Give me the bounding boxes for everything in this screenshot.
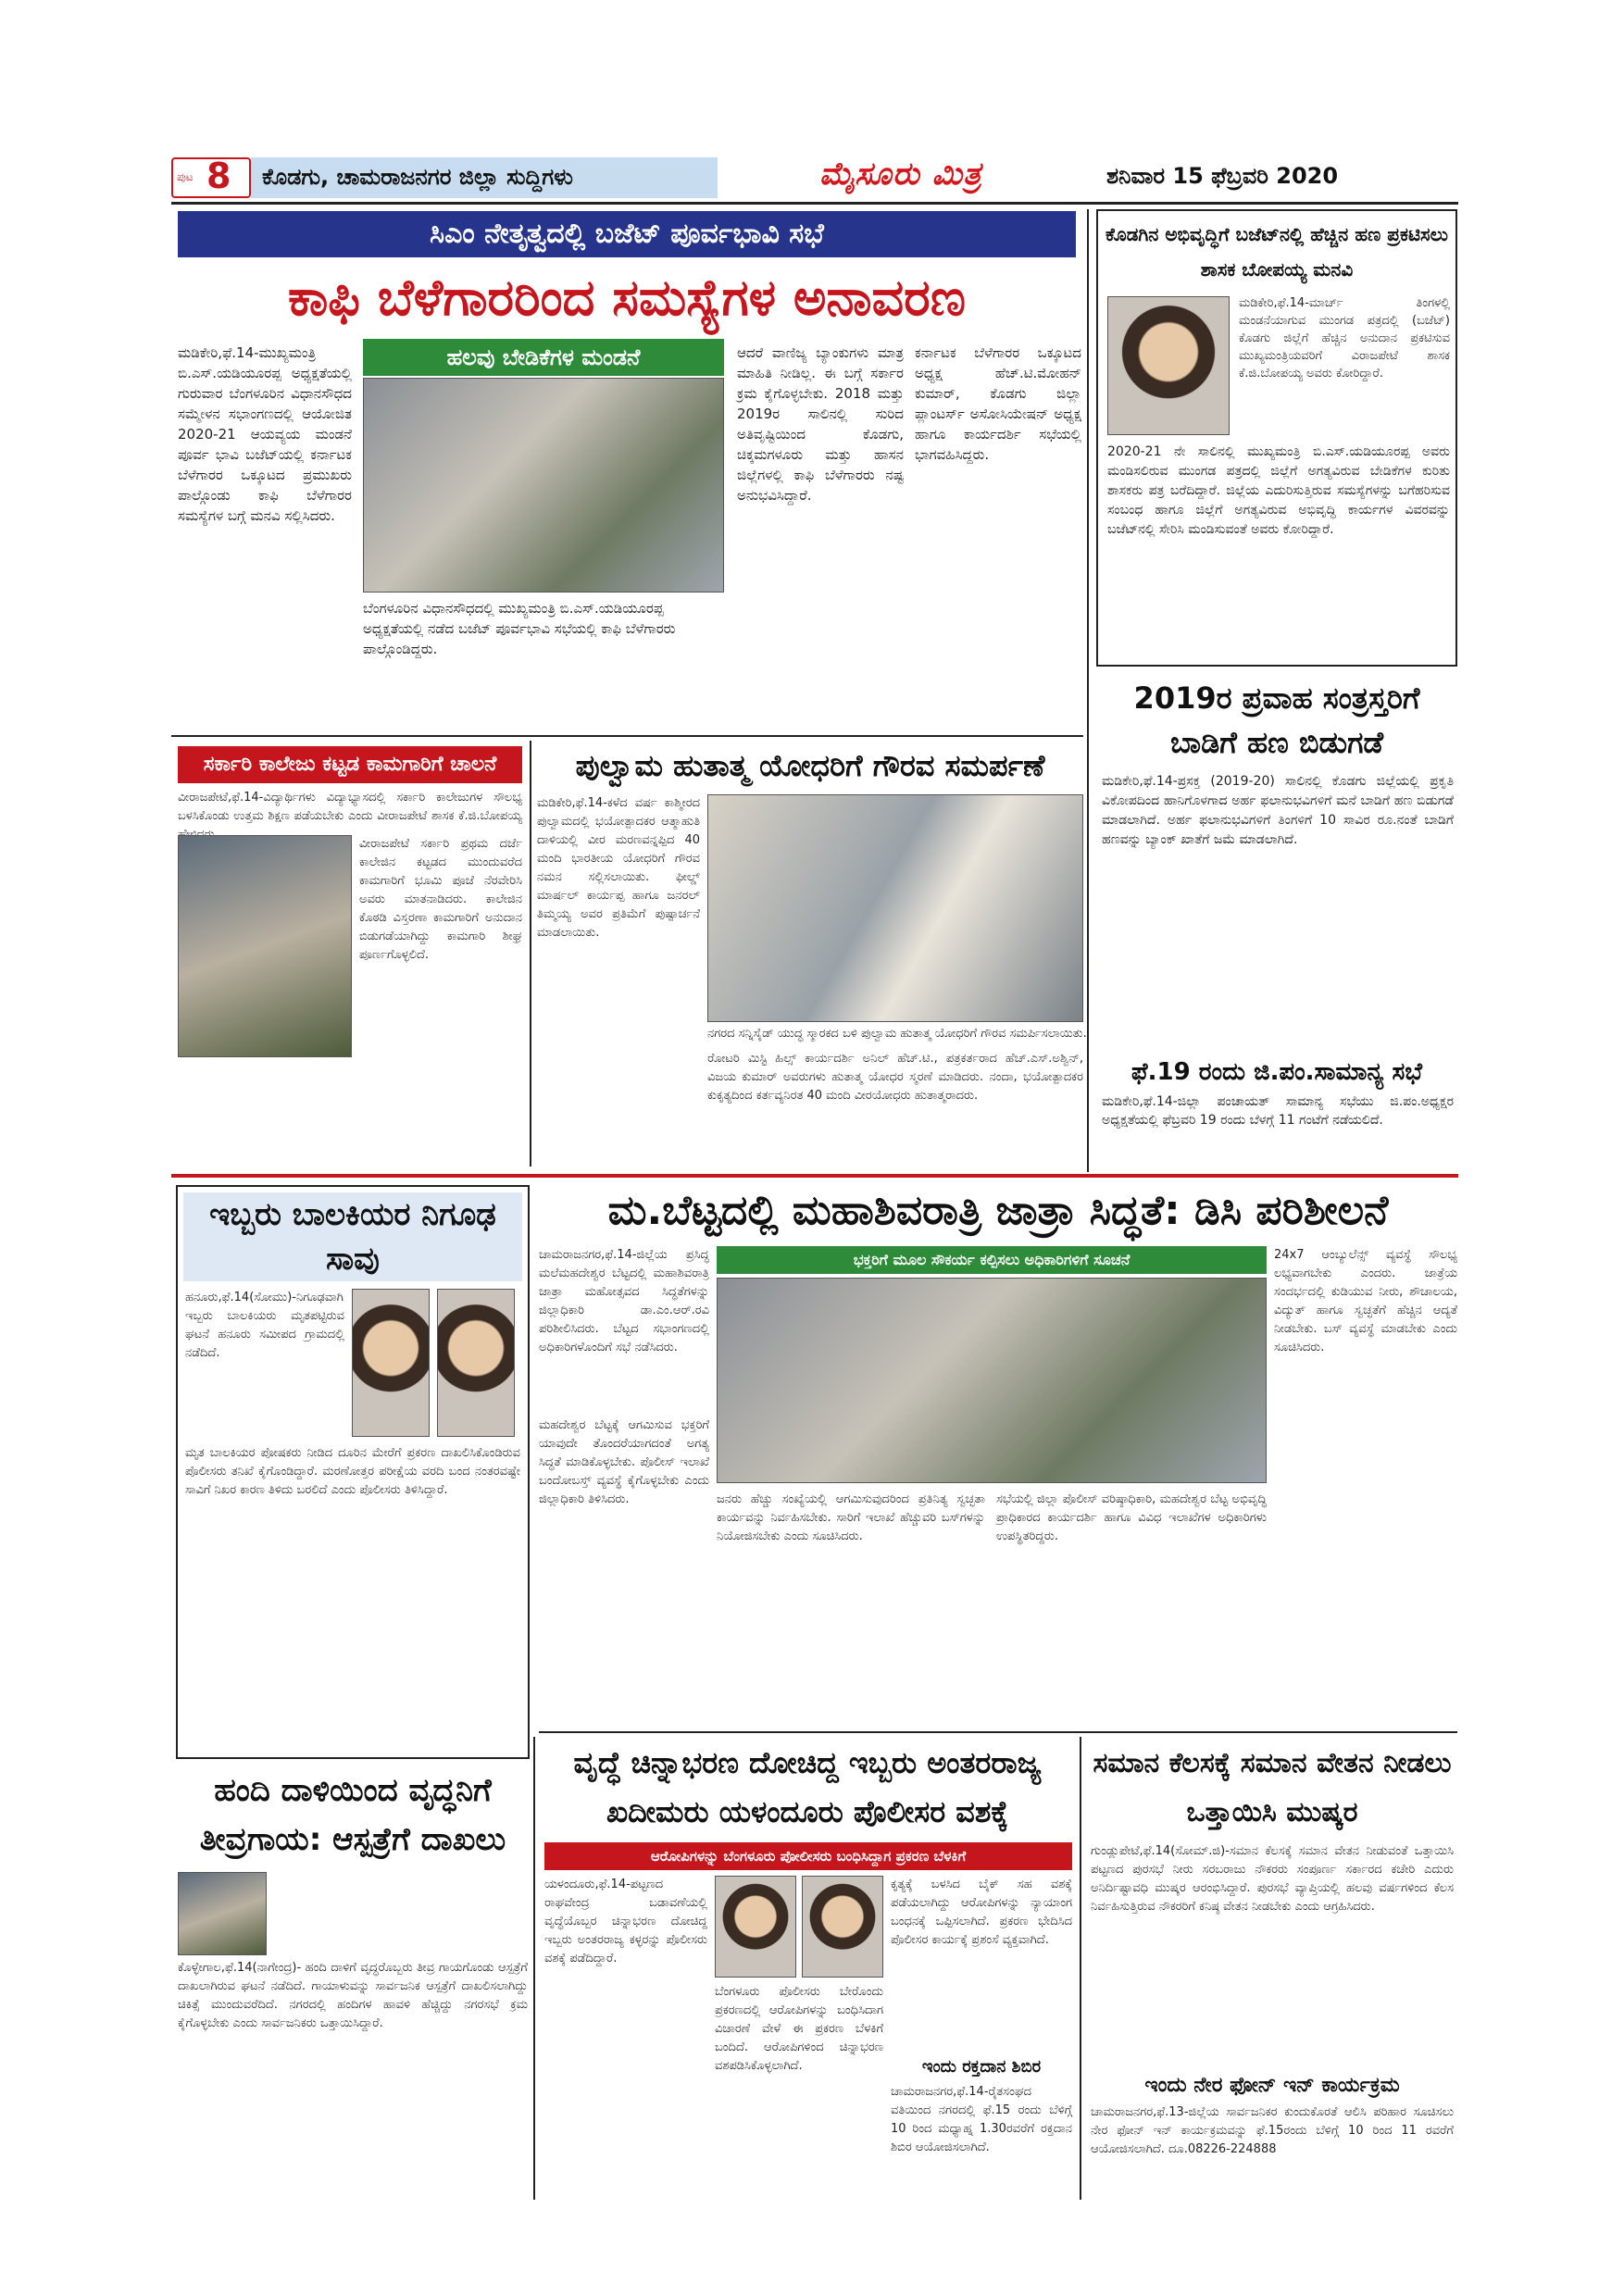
issue-date: ಶನಿವಾರ 15 ಫೆಬ್ರವರಿ 2020 (1106, 163, 1339, 189)
lead-headline: ಕಾಫಿ ಬೆಳೆಗಾರರಿಂದ ಸಮಸ್ಯೆಗಳ ಅನಾವರಣ (287, 268, 967, 327)
injured-elder-photo (178, 1872, 267, 1955)
children-body: ಮೃತ ಬಾಲಕಿಯರ ಪೋಷಕರು ನೀಡಿದ ದೂರಿನ ಮೇರೆಗೆ ಪ್ರಕರಣ ದಾಖಲಿಸಿಕೊಂಡಿರುವ ಪೊಲೀಸರು ತನಿಖೆ ಕೈಗೊಂಡಿದ್ದಾರೆ. ಮರಣೋತ್ತರ ಪರೀಕ್ಷೆಯ ವರದಿ ಬಂದ ನಂತರವಷ್ಟೇ ಸಾವಿಗೆ ನಿಖರ ಕಾರಣ ತಿಳಿದು ಬರಲಿದೆ ಎಂದು ಪೊಲೀಸರು ತಿಳಿಸಿದ್ದಾರೆ. (185, 1446, 520, 1497)
pulwama-body-2: ರೋಟರಿ ಮಿಸ್ಟಿ ಹಿಲ್ಸ್ ಕಾರ್ಯದರ್ಶಿ ಅನಿಲ್ ಹೆಚ್.ಟಿ., ಪತ್ರಕರ್ತರಾದ ಹೆಚ್.ಎಸ್.ಅಶ್ವಿನ್, ವಿಜಯ ಕುಮಾರ್ ಅವರುಗಳು ಹುತಾತ್ಮ ಯೋಧರ ಸ್ಮರಣೆ ಮಾಡಿದರು. ನಂದಾ, ಭಯೋತ್ಪಾದಕರ ಕುಕೃತ್ಯದಿಂದ ಕರ್ತವ್ಯನಿರತ 40 ಮಂದಿ ವೀರಯೋಧರು ಹುತಾತ್ಮರಾದರು. (707, 1052, 1083, 1103)
mla-request-headline: ಕೊಡಗಿನ ಅಭಿವೃದ್ಧಿಗೆ ಬಜೆಟ್‌ನಲ್ಲಿ ಹೆಚ್ಚಿನ ಹಣ ಪ್ರಕಟಿಸಲು ಶಾಸಕ ಬೋಪಯ್ಯ ಮನವಿ (1106, 223, 1448, 281)
page-number-badge (171, 157, 251, 198)
pulwama-photo-caption: ನಗರದ ಸನ್ನಿಸೈಡ್ ಯುದ್ಧ ಸ್ಮಾರಕದ ಬಳಿ ಪುಲ್ವಾಮ ಹುತಾತ್ಮ ಯೋಧರಿಗೆ ಗೌರವ ಸಮರ್ಪಿಸಲಾಯಿತು. (707, 1027, 1087, 1041)
children-story-box (176, 1185, 530, 1759)
chain-snatch-tag: ಆರೋಪಿಗಳನ್ನು ಬೆಂಗಳೂರು ಪೋಲೀಸರು ಬಂಧಿಸಿದ್ದಾಗ ಪ್ರಕರಣ ಬೆಳಕಿಗೆ (544, 1842, 1072, 1870)
accused-photo-2 (802, 1876, 883, 1978)
pig-attack-body: ಕೊಳ್ಳೇಗಾಲ,ಫೆ.14(ನಾಗೇಂದ್ರ)- ಹಂದಿ ದಾಳಿಗೆ ವೃದ್ಧರೊಬ್ಬರು ತೀವ್ರ ಗಾಯಗೊಂಡು ಆಸ್ಪತ್ರೆಗೆ ದಾಖಲಾಗಿರುವ ಘಟನೆ ನಡೆದಿದೆ. ಗಾಯಾಳುವನ್ನು ಸಾರ್ವಜನಿಕ ಆಸ್ಪತ್ರೆಗೆ ದಾಖಲಿಸಲಾಗಿದ್ದು ಚಿಕಿತ್ಸೆ ಮುಂದುವರೆದಿದೆ. ನಗರದಲ್ಲಿ ಹಂದಿಗಳ ಹಾವಳಿ ಹೆಚ್ಚಿದ್ದು ನಗರಸಭೆ ಕ್ರಮ ಕೈಗೊಳ್ಳಬೇಕು ಎಂದು ಸಾರ್ವಜನಿಕರು ಒತ್ತಾಯಿಸಿದ್ದಾರೆ. (178, 1961, 528, 2030)
mla-request-intro: ಮಡಿಕೇರಿ,ಫೆ.14-ಮಾರ್ಚ್ ತಿಂಗಳಲ್ಲಿ ಮಂಡನೆಯಾಗುವ ಮುಂಗಡ ಪತ್ರದಲ್ಲಿ (ಬಜೆಟ್) ಕೊಡಗು ಜಿಲ್ಲೆಗೆ ಹೆಚ್ಚಿನ ಅನುದಾನ ಪ್ರಕಟಿಸುವ ಮುಖ್ಯಮಂತ್ರಿಯವರಿಗೆ ವಿರಾಜಪೇಟೆ ಶಾಸಕ ಕೆ.ಜಿ.ಬೋಪಯ್ಯ ಅವರು ಕೋರಿದ್ದಾರೆ. (1239, 296, 1450, 381)
children-intro: ಹನೂರು,ಫೆ.14(ಸೋಮು)-ನಿಗೂಢವಾಗಿ ಇಬ್ಬರು ಬಾಲಕಿಯರು ಮೃತಪಟ್ಟಿರುವ ಘಟನೆ ಹನೂರು ಸಮೀಪದ ಗ್ರಾಮದಲ್ಲಿ ನಡೆದಿದೆ. (185, 1291, 344, 1360)
page-number: 8 (206, 156, 231, 196)
mla-request-box (1096, 209, 1457, 667)
pulwama-left-rule (530, 741, 531, 1167)
shivaratri-col-2: 24x7 ಆಂಬ್ಯುಲೆನ್ಸ್ ವ್ಯವಸ್ಥೆ ಸೌಲಭ್ಯ ಲಭ್ಯವಾಗಬೇಕು ಎಂದರು. ಜಾತ್ರೆಯ ಸಂದರ್ಭದಲ್ಲಿ ಕುಡಿಯುವ ನೀರು, ಶೌಚಾಲಯ, ವಿದ್ಯುತ್ ಹಾಗೂ ಸ್ವಚ್ಛತೆಗೆ ಹೆಚ್ಚಿನ ಆದ್ಯತೆ ನೀಡಬೇಕು. ಬಸ್ ವ್ಯವಸ್ಥೆ ಮಾಡಬೇಕು ಎಂದು ಸೂಚಿಸಿದರು. (1274, 1248, 1457, 1354)
equal-pay-body: ಗುಂಡ್ಲುಪೇಟೆ,ಫೆ.14(ಸೋಮ್.ಜಿ)-ಸಮಾನ ಕೆಲಸಕ್ಕೆ ಸಮಾನ ವೇತನ ನೀಡುವಂತೆ ಒತ್ತಾಯಿಸಿ ಪಟ್ಟಣದ ಪುರಸಭೆ ನೀರು ಸರಬರಾಜು ನೌಕರರು ಸಂಪೂರ್ಣ ಸರ್ಕಾರದ ಕಚೇರಿ ಎದುರು ಅನಿರ್ದಿಷ್ಟಾವಧಿ ಮುಷ್ಕರ ಆರಂಭಿಸಿದ್ದಾರೆ. ಪುರಸಭೆ ವ್ಯಾಪ್ತಿಯಲ್ಲಿ ಹಲವು ವರ್ಷಗಳಿಂದ ಕೆಲಸ ನಿರ್ವಹಿಸುತ್ತಿರುವ ನೌಕರರಿಗೆ ಕನಿಷ್ಠ ವೇತನ ನೀಡಬೇಕು ಎಂದು ಆಗ್ರಹಿಸಿದರು. (1091, 1844, 1454, 1914)
mla-request-body: 2020-21 ನೇ ಸಾಲಿನಲ್ಲಿ ಮುಖ್ಯಮಂತ್ರಿ ಬಿ.ಎಸ್.ಯಡಿಯೂರಪ್ಪ ಅವರು ಮಂಡಿಸಲಿರುವ ಮುಂಗಡ ಪತ್ರದಲ್ಲಿ ಜಿಲ್ಲೆಗೆ ಅಗತ್ಯವಿರುವ ಬೇಡಿಕೆಗಳ ಕುರಿತು ಶಾಸಕರು ಪತ್ರ ಬರೆದಿದ್ದಾರೆ. ಜಿಲ್ಲೆಯ ಎದುರಿಸುತ್ತಿರುವ ಸಮಸ್ಯೆಗಳನ್ನು ಬಗೆಹರಿಸುವ ಸಂಬಂಧ ಹಾಗೂ ಜಿಲ್ಲೆಗೆ ಅಗತ್ಯವಿರುವ ಅಭಿವೃದ್ಧಿ ಕಾರ್ಯಗಳ ವಿವರವನ್ನು ಬಜೆಟ್‌ನಲ್ಲಿ ಸೇರಿಸಿ ಮಂಡಿಸುವಂತೆ ಅವರು ಕೋರಿದ್ದಾರೆ. (1107, 444, 1450, 537)
zp-meeting-subhead: ಫೆ.19 ರಂದು ಜಿ.ಪಂ.ಸಾಮಾನ್ಯ ಸಭೆ (1131, 1058, 1423, 1086)
phone-in-body: ಚಾಮರಾಜನಗರ,ಫೆ.13-ಜಿಲ್ಲೆಯ ಸಾರ್ವಜನಿಕರ ಕುಂದುಕೊರತೆ ಆಲಿಸಿ ಪರಿಹಾರ ಸೂಚಿಸಲು ನೇರ ಫೋನ್ ಇನ್ ಕಾರ್ಯಕ್ರಮವನ್ನು ಫೆ.15ರಂದು ಬೆಳಿಗ್ಗೆ 10 ರಿಂದ 11 ರವರೆಗೆ ಆಯೋಜಿಸಲಾಗಿದೆ. ದೂ.08226-224888 (1091, 2105, 1454, 2156)
lead-column-2: ಆದರೆ ವಾಣಿಜ್ಯ ಬ್ಯಾಂಕುಗಳು ಮಾತ್ರ ಮಾಹಿತಿ ನೀಡಿಲ್ಲ. ಈ ಬಗ್ಗೆ ಸರ್ಕಾರ ಕ್ರಮ ಕೈಗೊಳ್ಳಬೇಕು. 2018 ಮತ್ತು 2019ರ ಸಾಲಿನಲ್ಲಿ ಸುರಿದ ಅತಿವೃಷ್ಟಿಯಿಂದ ಕೊಡಗು, ಚಿಕ್ಕಮಗಳೂರು ಮತ್ತು ಹಾಸನ ಜಿಲ್ಲೆಗಳಲ್ಲಿ ಕಾಫಿ ಬೆಳೆಗಾರರು ನಷ್ಟ ಅನುಭವಿಸಿದ್ದಾರೆ. (737, 344, 904, 504)
section-title: ಕೊಡಗು, ಚಾಮರಾಜನಗರ ಜಿಲ್ಲಾ ಸುದ್ದಿಗಳು (262, 164, 573, 190)
flood-rent-headline: 2019ರ ಪ್ರವಾಹ ಸಂತ್ರಸ್ತರಿಗೆ ಬಾಡಿಗೆ ಹಣ ಬಿಡುಗಡೆ (1133, 680, 1420, 760)
college-intro: ವೀರಾಜಪೇಟೆ,ಫೆ.14-ವಿದ್ಯಾರ್ಥಿಗಳು ವಿದ್ಯಾಭ್ಯಾಸದಲ್ಲಿ ಸರ್ಕಾರಿ ಕಾಲೇಜುಗಳ ಸೌಲಭ್ಯ ಬಳಸಿಕೊಂಡು ಉತ್ತಮ ಶಿಕ್ಷಣ ಪಡೆಯಬೇಕು ಎಂದು ವೀರಾಜಪೇಟೆ ಶಾಸಕ ಕೆ.ಜಿ.ಬೋಪಯ್ಯ (178, 791, 522, 823)
lead-photo-tag: ಹಲವು ಬೇಡಿಕೆಗಳ ಮಂಡನೆ (363, 339, 724, 376)
page-header (171, 156, 1458, 200)
shivaratri-bottom-rule (539, 1731, 1457, 1733)
lead-meeting-photo (363, 378, 724, 593)
college-groundbreaking-photo (178, 835, 352, 1057)
shivaratri-headline: ಮ.ಬೆಟ್ಟದಲ್ಲಿ ಮಹಾಶಿವರಾತ್ರಿ ಜಾತ್ರಾ ಸಿದ್ಧತೆ: ಡಿಸಿ ಪರಿಶೀಲನೆ (607, 1187, 1389, 1234)
section-title-box (251, 157, 718, 198)
girl-photo-1 (352, 1289, 430, 1437)
lead-kicker: ಸಿಎಂ ನೇತೃತ್ವದಲ್ಲಿ ಬಜೆಟ್ ಪೂರ್ವಭಾವಿ ಸಭೆ (178, 211, 1076, 257)
pulwama-headline: ಪುಲ್ವಾಮ ಹುತಾತ್ಮ ಯೋಧರಿಗೆ ಗೌರವ ಸಮರ್ಪಣೆ (575, 748, 1045, 783)
lower-section-rule (171, 1174, 1458, 1178)
college-top-rule (171, 735, 1083, 737)
chain-snatch-headline: ವೃದ್ಧೆ ಚಿನ್ನಾಭರಣ ದೋಚಿದ್ದ ಇಬ್ಬರು ಅಂತರರಾಜ್ಯ ಖದೀಮರು ಯಳಂದೂರು ಪೊಲೀಸರ ವಶಕ್ಕೆ (573, 1745, 1042, 1829)
salary-left-rule (1080, 1737, 1081, 2200)
college-headline: ಸರ್ಕಾರಿ ಕಾಲೇಜು ಕಟ್ಟಡ ಕಾಮಗಾರಿಗೆ ಚಾಲನೆ (178, 746, 522, 783)
college-body: ವೀರಾಜಪೇಟೆ ಸರ್ಕಾರಿ ಪ್ರಥಮ ದರ್ಜೆ ಕಾಲೇಜಿನ ಕಟ್ಟಡದ ಮುಂದುವರೆದ ಕಾಮಗಾರಿಗೆ ಭೂಮಿ ಪೂಜೆ ನೆರವೇರಿಸಿ ಅವರು ಮಾತನಾಡಿದರು. ಕಾಲೇಜಿನ ಕೊಠಡಿ ವಿಸ್ತರಣಾ ಕಾಮಗಾರಿಗೆ ಅನುದಾನ ಬಿಡುಗಡೆಯಾಗಿದ್ದು ಕಾಮಗಾರಿ ಶೀಘ್ರ ಪೂರ್ಣಗೊಳ್ಳಲಿದೆ. (359, 837, 522, 962)
chain-left-rule (533, 1737, 535, 2200)
blood-donation-body: ಚಾಮರಾಜನಗರ,ಫೆ.14-ರೈತಸಂಘದ ವತಿಯಿಂದ ನಗರದಲ್ಲಿ ಫೆ.15 ರಂದು ಬೆಳಿಗ್ಗೆ 10 ರಿಂದ ಮಧ್ಯಾಹ್ನ 1.30ರವರೆಗೆ ರಕ್ತದಾನ ಶಿಬಿರ ಆಯೋಜಿಸಲಾಗಿದೆ. (891, 2085, 1072, 2154)
war-memorial-photo (707, 794, 1083, 1022)
shivaratri-tag: ಭಕ್ತರಿಗೆ ಮೂಲ ಸೌಕರ್ಯ ಕಲ್ಪಿಸಲು ಅಧಿಕಾರಿಗಳಿಗೆ ಸೂಚನೆ (717, 1246, 1267, 1274)
accused-photo-1 (715, 1876, 796, 1978)
mla-portrait (1107, 296, 1230, 435)
shivaratri-col-4: ಸಭೆಯಲ್ಲಿ ಜಿಲ್ಲಾ ಪೊಲೀಸ್ ವರಿಷ್ಠಾಧಿಕಾರಿ, ಮಹದೇಶ್ವರ ಬೆಟ್ಟ ಅಭಿವೃದ್ಧಿ ಪ್ರಾಧಿಕಾರದ ಕಾರ್ಯದರ್ಶಿ ಹಾಗೂ ವಿವಿಧ ಇಲಾಖೆಗಳ ಅಧಿಕಾರಿಗಳು ಉಪಸ್ಥಿತರಿದ್ದರು. (996, 1492, 1267, 1543)
chain-col-3: ಕೃತ್ಯಕ್ಕೆ ಬಳಸಿದ ಬೈಕ್ ಸಹ ವಶಕ್ಕೆ ಪಡೆಯಲಾಗಿದ್ದು ಆರೋಪಿಗಳನ್ನು ನ್ಯಾಯಾಂಗ ಬಂಧನಕ್ಕೆ ಒಪ್ಪಿಸಲಾಗಿದೆ. ಪ್ರಕರಣ ಭೇದಿಸಿದ ಪೊಲೀಸರ ಕಾರ್ಯಕ್ಕೆ ಪ್ರಶಂಸೆ ವ್ಯಕ್ತವಾಗಿದೆ. (891, 1878, 1072, 1947)
shivaratri-col-3: ಜನರು ಹೆಚ್ಚು ಸಂಖ್ಯೆಯಲ್ಲಿ ಆಗಮಿಸುವುದರಿಂದ ಪ್ರತಿನಿತ್ಯ ಸ್ವಚ್ಛತಾ ಕಾರ್ಯವನ್ನು ನಿರ್ವಹಿಸಬೇಕು. ಸಾರಿಗೆ ಇಲಾಖೆ ಹೆಚ್ಚುವರಿ ಬಸ್‌ಗಳನ್ನು ನಿಯೋಜಿಸಬೇಕು ಎಂದು ಸೂಚಿಸಿದರು. (717, 1492, 985, 1543)
lead-photo-caption: ಬೆಂಗಳೂರಿನ ವಿಧಾನಸೌಧದಲ್ಲಿ ಮುಖ್ಯಮಂತ್ರಿ ಬಿ.ಎಸ್.ಯಡಿಯೂರಪ್ಪ ಅಧ್ಯಕ್ಷತೆಯಲ್ಲಿ ನಡೆದ ಬಜೆಟ್ ಪೂರ್ವಭಾವಿ ಸಭೆಯಲ್ಲಿ ಕಾಫಿ ಬೆಳೆಗಾರರು ಪಾಲ್ಗೊಂಡಿದ್ದರು. (363, 600, 676, 657)
pig-attack-headline: ಹಂದಿ ದಾಳಿಯಿಂದ ವೃದ್ಧನಿಗೆ ತೀವ್ರಗಾಯ: ಆಸ್ಪತ್ರೆಗೆ ದಾಖಲು (199, 1772, 506, 1858)
equal-pay-headline: ಸಮಾನ ಕೆಲಸಕ್ಕೆ ಸಮಾನ ವೇತನ ನೀಡಲು ಒತ್ತಾಯಿಸಿ ಮುಷ್ಕರ (1093, 1747, 1452, 1828)
masthead-logo: ಮೈಸೂರು ಮಿತ್ರ (819, 156, 982, 193)
chain-col-1: ಯಳಂದೂರು,ಫೆ.14-ಪಟ್ಟಣದ ರಾಘವೇಂದ್ರ ಬಡಾವಣೆಯಲ್ಲಿ ವೃದ್ಧೆಯೊಬ್ಬರ ಚಿನ್ನಾಭರಣ ದೋಚಿದ್ದ ಇಬ್ಬರು ಅಂತರರಾಜ್ಯ ಕಳ್ಳರನ್ನು ಪೊಲೀಸರು ವಶಕ್ಕೆ ಪಡೆದಿದ್ದಾರೆ. (544, 1878, 707, 1965)
phone-in-subhead: ಇಂದು ನೇರ ಫೋನ್ ಇನ್ ಕಾರ್ಯಕ್ರಮ (1144, 2074, 1400, 2097)
children-headline: ಇಬ್ಬರು ಬಾಲಕಿಯರ ನಿಗೂಢ ಸಾವು (183, 1192, 522, 1281)
right-rail-divider (1087, 209, 1089, 1172)
pulwama-body: ಮಡಿಕೇರಿ,ಫೆ.14-ಕಳೆದ ವರ್ಷ ಕಾಶ್ಮೀರದ ಪುಲ್ವಾಮದಲ್ಲಿ ಭಯೋತ್ಪಾದಕರ ಆತ್ಮಾಹುತಿ ದಾಳಿಯಲ್ಲಿ ವೀರ ಮರಣವನ್ನಪ್ಪಿದ 40 ಮಂದಿ ಭಾರತೀಯ ಯೋಧರಿಗೆ ಗೌರವ ನಮನ ಸಲ್ಲಿಸಲಾಯಿತು. ಫೀಲ್ಡ್ ಮಾರ್ಷಲ್ ಕಾರ್ಯಪ್ಪ ಹಾಗೂ ಜನರಲ್ ತಿಮ್ಮಯ್ಯ ಅವರ ಪ್ರತಿಮೆಗೆ ಪುಷ್ಪಾರ್ಚನೆ ಮಾಡಲಾಯಿತು. (537, 796, 700, 940)
flood-rent-body: ಮಡಿಕೇರಿ,ಫೆ.14-ಪ್ರಸಕ್ತ (2019-20) ಸಾಲಿನಲ್ಲಿ ಕೊಡಗು ಜಿಲ್ಲೆಯಲ್ಲಿ ಪ್ರಕೃತಿ ವಿಕೋಪದಿಂದ ಹಾನಿಗೊಳಗಾದ ಅರ್ಹ ಫಲಾನುಭವಿಗಳಿಗೆ ಮನೆ ಬಾಡಿಗೆ ಹಣ ಬಿಡುಗಡೆ ಮಾಡಲಾಗಿದೆ. ಅರ್ಹ ಫಲಾನುಭವಿಗಳಿಗೆ ತಿಂಗಳಿಗೆ 10 ಸಾವಿರ ರೂ.ನಂತೆ ಬಾಡಿಗೆ ಹಣವನ್ನು ಬ್ಯಾಂಕ್ ಖಾತೆಗೆ ಜಮೆ ಮಾಡಲಾಗಿದೆ. (1102, 774, 1454, 847)
dc-meeting-photo (717, 1278, 1267, 1483)
zp-meeting-body: ಮಡಿಕೇರಿ,ಫೆ.14-ಜಿಲ್ಲಾ ಪಂಚಾಯತ್ ಸಾಮಾನ್ಯ ಸಭೆಯು ಜಿ.ಪಂ.ಅಧ್ಯಕ್ಷರ ಅಧ್ಯಕ್ಷತೆಯಲ್ಲಿ ಫೆಬ್ರವರಿ 19 ರಂದು ಬೆಳಗ್ಗೆ 11 ಗಂಟೆಗೆ ನಡೆಯಲಿದೆ. (1102, 1094, 1454, 1128)
lead-column-3: ಕರ್ನಾಟಕ ಬೆಳೆಗಾರರ ಒಕ್ಕೂಟದ ಅಧ್ಯಕ್ಷ ಹೆಚ್.ಟಿ.ಮೋಹನ್ ಕುಮಾರ್, ಕೊಡಗು ಜಿಲ್ಲಾ ಪ್ಲಾಂಟರ್ಸ್ ಅಸೋಸಿಯೇಷನ್ ಅಧ್ಯಕ್ಷ ಹಾಗೂ ಕಾರ್ಯದರ್ಶಿ ಸಭೆಯಲ್ಲಿ ಭಾಗವಹಿಸಿದ್ದರು. (915, 344, 1081, 463)
shivaratri-col-1: ಚಾಮರಾಜನಗರ,ಫೆ.14-ಜಿಲ್ಲೆಯ ಪ್ರಸಿದ್ಧ ಮಲೆಮಹದೇಶ್ವರ ಬೆಟ್ಟದಲ್ಲಿ ಮಹಾಶಿವರಾತ್ರಿ ಜಾತ್ರಾ ಮಹೋತ್ಸವದ ಸಿದ್ಧತೆಗಳನ್ನು ಜಿಲ್ಲಾಧಿಕಾರಿ ಡಾ.ಎಂ.ಆರ್.ರವಿ ಪರಿಶೀಲಿಸಿದರು. ಬೆಟ್ಟದ ಸಭಾಂಗಣದಲ್ಲಿ ಅಧಿಕಾರಿಗಳೊಂದಿಗೆ ಸಭೆ ನಡೆಸಿದರು. (539, 1248, 709, 1354)
header-rule (171, 202, 1458, 205)
page-label: ಪುಟ (177, 170, 194, 183)
chain-col-2: ಬೆಂಗಳೂರು ಪೊಲೀಸರು ಬೇರೊಂದು ಪ್ರಕರಣದಲ್ಲಿ ಆರೋಪಿಗಳನ್ನು ಬಂಧಿಸಿದಾಗ ವಿಚಾರಣೆ ವೇಳೆ ಈ ಪ್ರಕರಣ ಬೆಳಕಿಗೆ ಬಂದಿದೆ. ಆರೋಪಿಗಳಿಂದ ಚಿನ್ನಾಭರಣ ವಶಪಡಿಸಿಕೊಳ್ಳಲಾಗಿದೆ. (715, 1985, 883, 2073)
shivaratri-col-1b: ಮಹದೇಶ್ವರ ಬೆಟ್ಟಕ್ಕೆ ಆಗಮಿಸುವ ಭಕ್ತರಿಗೆ ಯಾವುದೇ ತೊಂದರೆಯಾಗದಂತೆ ಅಗತ್ಯ ಸಿದ್ಧತೆ ಮಾಡಿಕೊಳ್ಳಬೇಕು. ಪೊಲೀಸ್ ಇಲಾಖೆ ಬಂದೋಬಸ್ತ್ ವ್ಯವಸ್ಥೆ ಕೈಗೊಳ್ಳಬೇಕು ಎಂದು ಜಿಲ್ಲಾಧಿಕಾರಿ ತಿಳಿಸಿದರು. (539, 1418, 709, 1506)
blood-donation-subhead: ಇಂದು ರಕ್ತದಾನ ಶಿಬಿರ (921, 2057, 1042, 2077)
girl-photo-2 (437, 1289, 515, 1437)
lead-column-1: ಮಡಿಕೇರಿ,ಫೆ.14-ಮುಖ್ಯಮಂತ್ರಿ ಬಿ.ಎಸ್.ಯಡಿಯೂರಪ್ಪ ಅಧ್ಯಕ್ಷತೆಯಲ್ಲಿ ಗುರುವಾರ ಬೆಂಗಳೂರಿನ ವಿಧಾನಸೌಧದ ಸಮ್ಮೇಳನ ಸಭಾಂಗಣದಲ್ಲಿ ಆಯೋಜಿತ 2020-21 ಆಯವ್ಯಯ ಮಂಡನೆ ಪೂರ್ವ ಭಾವಿ ಬಜೆಟ್‌ಯಲ್ಲಿ ಕರ್ನಾಟಕ ಬೆಳೆಗಾರರ ಒಕ್ಕೂಟದ ಪ್ರಮುಖರು ಪಾಲ್ಗೊಂಡು ಕಾಫಿ ಬೆಳೆಗಾರರ ಸಮಸ್ಯೆಗಳ ಬಗ್ಗೆ ಮನವಿ ಸಲ್ಲಿಸಿದರು. (178, 344, 352, 524)
